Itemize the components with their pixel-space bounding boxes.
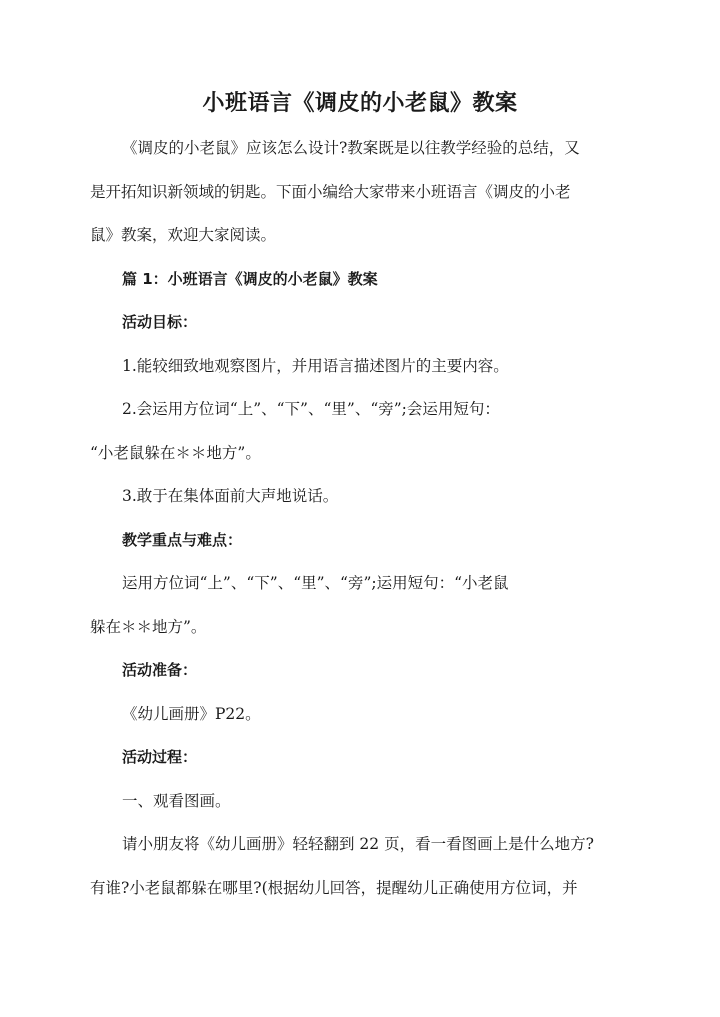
- preparation-text: 《幼儿画册》P22。: [122, 705, 261, 723]
- process-step-1: 一、观看图画。: [122, 792, 231, 810]
- goal-item-2-line-2: “小老鼠躲在＊＊地方”。: [90, 444, 261, 462]
- section-heading: 篇 1：小班语言《调皮的小老鼠》教案: [122, 270, 378, 288]
- goals-heading: 活动目标：: [122, 313, 198, 331]
- goal-item-1: 1.能较细致地观察图片，并用语言描述图片的主要内容。: [122, 357, 509, 375]
- intro-line-3: 鼠》教案，欢迎大家阅读。: [90, 226, 277, 244]
- process-heading: 活动过程：: [122, 748, 198, 766]
- document-title: 小班语言《调皮的小老鼠》教案: [202, 91, 518, 116]
- key-points-heading: 教学重点与难点：: [122, 531, 243, 549]
- key-points-line-1: 运用方位词“上”、“下”、“里”、“旁”;运用短句：“小老鼠: [122, 574, 509, 592]
- key-points-line-2: 躲在＊＊地方”。: [90, 618, 207, 636]
- intro-line-1: 《调皮的小老鼠》应该怎么设计?教案既是以往教学经验的总结，又: [122, 139, 580, 157]
- preparation-heading: 活动准备：: [122, 661, 198, 679]
- process-step-1-line-2: 有谁?小老鼠都躲在哪里?(根据幼儿回答，提醒幼儿正确使用方位词，并: [90, 879, 578, 897]
- goal-item-3: 3.敢于在集体面前大声地说话。: [122, 487, 339, 505]
- process-step-1-line-1: 请小朋友将《幼儿画册》轻轻翻到 22 页，看一看图画上是什么地方?: [122, 835, 594, 853]
- goal-item-2-line-1: 2.会运用方位词“上”、“下”、“里”、“旁”;会运用短句：: [122, 400, 500, 418]
- intro-line-2: 是开拓知识新领域的钥匙。下面小编给大家带来小班语言《调皮的小老: [90, 183, 571, 201]
